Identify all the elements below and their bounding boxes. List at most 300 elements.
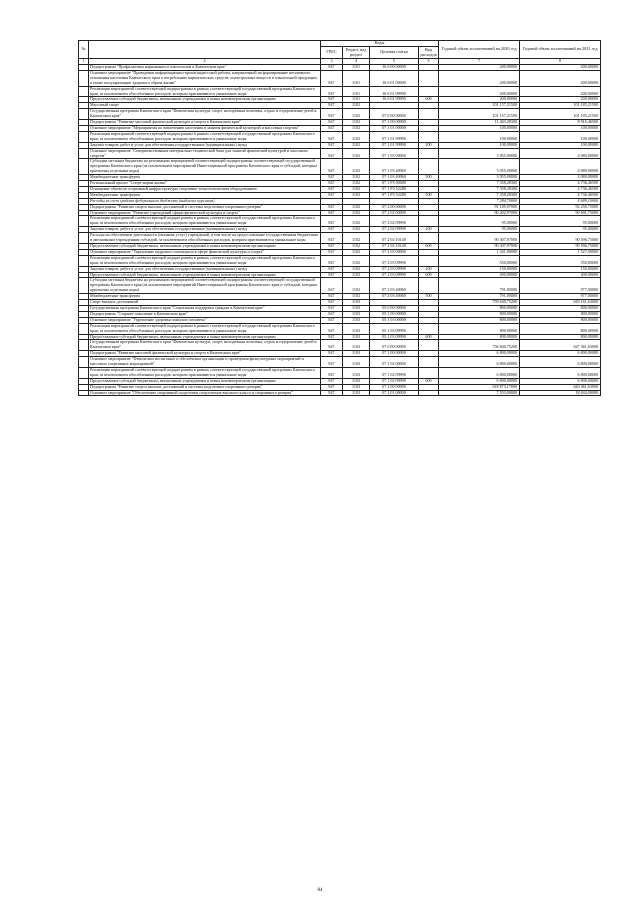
section-cell: 1102 bbox=[343, 142, 370, 148]
grbs-cell: 847 bbox=[321, 384, 343, 390]
expense-type-cell bbox=[419, 159, 439, 175]
amount-2021-cell: 977,00000 bbox=[520, 278, 601, 294]
section-cell: 1102 bbox=[343, 120, 370, 126]
section-cell: 1102 bbox=[343, 175, 370, 181]
table-row bbox=[79, 70, 601, 86]
amount-2021-cell: 977,00000 bbox=[520, 294, 601, 300]
target-article-cell: 07 1 02 09990 bbox=[370, 367, 419, 378]
expense-type-cell bbox=[419, 278, 439, 294]
amount-2020-cell: 200,00000 bbox=[439, 65, 520, 71]
document-page bbox=[78, 40, 600, 396]
amount-2020-cell: 1 341,00000 bbox=[439, 249, 520, 255]
target-article-cell: 07 1 02 09990 bbox=[370, 378, 419, 384]
amount-2021-cell: 101 185,21500 bbox=[520, 103, 601, 109]
section-cell: 1101 bbox=[343, 97, 370, 103]
table-row bbox=[79, 86, 601, 97]
amount-2020-cell: 800,00000 bbox=[439, 317, 520, 323]
grbs-cell: 847 bbox=[321, 233, 343, 244]
item-name-cell: Подпрограмма "Развитие массовой физической культуры и спорта в Камчатском крае" bbox=[89, 351, 321, 357]
item-name-cell: Расходы за счет средств федерального бюджета (выделено курсивом) bbox=[89, 198, 321, 204]
expense-type-cell: 600 bbox=[419, 97, 439, 103]
grbs-cell: 847 bbox=[321, 65, 343, 71]
table-row bbox=[79, 148, 601, 159]
item-name-cell: Предоставление субсидий бюджетным, автономным учреждениям и иным некоммерческим организациям bbox=[89, 334, 321, 340]
grbs-cell: 847 bbox=[321, 103, 343, 109]
table-row bbox=[79, 367, 601, 378]
amount-2021-cell: 100,00000 bbox=[520, 131, 601, 142]
amount-2021-cell: 6 800,00000 bbox=[520, 367, 601, 378]
section-cell: 1103 bbox=[343, 378, 370, 384]
column-number: 8 bbox=[520, 59, 601, 65]
header-section: Раздел, под раздел bbox=[343, 47, 370, 59]
table-row bbox=[79, 131, 601, 142]
amount-2021-cell: 4 736,46500 bbox=[520, 192, 601, 198]
table-row bbox=[79, 159, 601, 175]
grbs-cell: 847 bbox=[321, 357, 343, 368]
row-number-cell bbox=[79, 86, 89, 97]
grbs-cell: 847 bbox=[321, 131, 343, 142]
target-article-cell: 07 2 02 09990 bbox=[370, 216, 419, 227]
amount-2020-cell: 791,00000 bbox=[439, 278, 520, 294]
table-row bbox=[79, 216, 601, 227]
grbs-cell: 847 bbox=[321, 109, 343, 120]
target-article-cell: 05 1 03 00000 bbox=[370, 317, 419, 323]
section-cell: 1102 bbox=[343, 204, 370, 210]
amount-2020-cell: 200,00000 bbox=[439, 70, 520, 86]
amount-2020-cell: 90 307,97000 bbox=[439, 244, 520, 250]
item-name-cell: Региональный проект "Спорт-норма жизни" bbox=[89, 181, 321, 187]
target-article-cell: 07 1 03 40060 bbox=[370, 175, 419, 181]
header-vol2020: Годовой объем ассигнований на 2020 год bbox=[439, 41, 520, 59]
row-number-cell bbox=[79, 357, 89, 368]
amount-2021-cell: 400,00000 bbox=[520, 272, 601, 278]
amount-2020-cell: 100,00000 bbox=[439, 131, 520, 142]
amount-2021-cell: 1 527,00000 bbox=[520, 249, 601, 255]
expense-type-cell bbox=[419, 390, 439, 396]
amount-2020-cell: 618 873,17000 bbox=[439, 384, 520, 390]
item-name-cell: Государственная программа Камчатского края "Физическая культура, спорт, молодежная политика, отдых и оздоровление детей в Камчатском крае" bbox=[89, 340, 321, 351]
item-name-cell: Государственная программа Камчатского края "Физическая культура, спорт, молодежная политика, отдых и оздоровление детей в Камчатском крае" bbox=[89, 109, 321, 120]
grbs-cell: 847 bbox=[321, 300, 343, 306]
target-article-cell: 07 2 03 40060 bbox=[370, 278, 419, 294]
amount-2021-cell: 200,00000 bbox=[520, 86, 601, 97]
section-cell: 1102 bbox=[343, 181, 370, 187]
table-row bbox=[79, 278, 601, 294]
section-cell: 1102 bbox=[343, 255, 370, 266]
table-row bbox=[79, 233, 601, 244]
amount-2020-cell: 90 402,97000 bbox=[439, 210, 520, 216]
item-name-cell: Оснащение объектов спортивной инфраструктуры спортивно-технологическим оборудованием bbox=[89, 186, 321, 192]
item-name-cell: Закупка товаров, работ и услуг для обеспечения государственных (муниципальных) нужд bbox=[89, 227, 321, 233]
item-name-cell: Предоставление субсидий бюджетным, автономным учреждениям и иным некоммерческим организациям bbox=[89, 378, 321, 384]
grbs-cell: 847 bbox=[321, 378, 343, 384]
item-name-cell: Спорт высших достижений bbox=[89, 300, 321, 306]
item-name-cell: Предоставление субсидий бюджетным, автономным учреждениям и иным некоммерческим организациям bbox=[89, 97, 321, 103]
expense-type-cell bbox=[419, 323, 439, 334]
target-article-cell: 16 6 01 99990 bbox=[370, 97, 419, 103]
item-name-cell: Субсидии местным бюджетам на реализацию мероприятий соответствующей подпрограммы соответствующей государственной программы Камчатского края (за исключением мероприятий Инвестиционной программы Камчатского края и субсидий, которым присвоены отдельные коды) bbox=[89, 159, 321, 175]
table-row bbox=[79, 255, 601, 266]
section-cell: 1102 bbox=[343, 266, 370, 272]
target-article-cell: 05 1 03 09990 bbox=[370, 323, 419, 334]
item-name-cell: Предоставление субсидий бюджетным, автономным учреждениям и иным некоммерческим организациям bbox=[89, 272, 321, 278]
amount-2020-cell: 90 307,97000 bbox=[439, 233, 520, 244]
amount-2020-cell: 6 800,00000 bbox=[439, 357, 520, 368]
grbs-cell: 847 bbox=[321, 192, 343, 198]
item-name-cell: Основное мероприятие "Физическое воспитание и обеспечение организации и проведения физкультурных мероприятий и массовых спортивных мероприятий" bbox=[89, 357, 321, 368]
row-number-cell bbox=[79, 70, 89, 86]
column-number: 6 bbox=[419, 59, 439, 65]
section-cell: 1101 bbox=[343, 65, 370, 71]
amount-2021-cell: 92 258,75000 bbox=[520, 204, 601, 210]
target-article-cell: 07 2 00 00000 bbox=[370, 384, 419, 390]
grbs-cell: 847 bbox=[321, 227, 343, 233]
table-body bbox=[79, 65, 601, 396]
item-name-cell: Субсидии местным бюджетам на реализацию мероприятий соответствующей подпрограммы соответствующей государственной программы Камчатского края (за исключением мероприятий Инвестиционной программы Камчатского края и субсидий, которым присвоены отдельные коды) bbox=[89, 278, 321, 294]
grbs-cell: 847 bbox=[321, 311, 343, 317]
amount-2021-cell: 4 080,00000 bbox=[520, 159, 601, 175]
grbs-cell: 847 bbox=[321, 390, 343, 396]
amount-2021-cell: 200,00000 bbox=[520, 70, 601, 86]
amount-2020-cell: 7 358,28300 bbox=[439, 192, 520, 198]
target-article-cell: 05 1 03 09990 bbox=[370, 334, 419, 340]
expense-type-cell: 500 bbox=[419, 175, 439, 181]
item-name-cell: Реализация мероприятий соответствующей подпрограммы в рамках соответствующей государственной программы Камчатского края, за исключением обособленных расходов, которым присваиваются уникальные коды bbox=[89, 131, 321, 142]
row-number-cell bbox=[79, 340, 89, 351]
target-article-cell: 07 2 03 40060 bbox=[370, 294, 419, 300]
item-name-cell: Межбюджетные трансферты bbox=[89, 294, 321, 300]
amount-2021-cell: 627 361,63000 bbox=[520, 340, 601, 351]
grbs-cell: 847 bbox=[321, 249, 343, 255]
grbs-cell: 847 bbox=[321, 334, 343, 340]
amount-2021-cell: 95,00000 bbox=[520, 216, 601, 227]
amount-2020-cell: 11 463,28300 bbox=[439, 120, 520, 126]
grbs-cell: 847 bbox=[321, 272, 343, 278]
section-cell: 1103 bbox=[343, 323, 370, 334]
amount-2021-cell: 800,00000 bbox=[520, 305, 601, 311]
section-cell: 1103 bbox=[343, 351, 370, 357]
item-name-cell: Подпрограмма "Развитие спорта высших достижений и системы подготовки спортивного резерва" bbox=[89, 384, 321, 390]
table-row bbox=[79, 340, 601, 351]
section-cell: 1102 bbox=[343, 192, 370, 198]
item-name-cell: Реализация мероприятий соответствующей подпрограммы в рамках соответствующей государственной программы Камчатского края, за исключением обособленных расходов, которым присваиваются уникальные коды bbox=[89, 255, 321, 266]
header-name bbox=[89, 41, 321, 59]
amount-2020-cell: 3 955,00000 bbox=[439, 159, 520, 175]
amount-2020-cell: 550,00000 bbox=[439, 255, 520, 266]
grbs-cell: 847 bbox=[321, 278, 343, 294]
column-number: 7 bbox=[439, 59, 520, 65]
section-cell: 1102 bbox=[343, 186, 370, 192]
grbs-cell: 847 bbox=[321, 266, 343, 272]
grbs-cell: 847 bbox=[321, 70, 343, 86]
section-cell: 1101 bbox=[343, 86, 370, 97]
section-cell: 1102 bbox=[343, 125, 370, 131]
row-number-cell bbox=[79, 159, 89, 175]
row-number-cell bbox=[79, 233, 89, 244]
amount-2021-cell: 8 916,46500 bbox=[520, 120, 601, 126]
target-article-cell: 07 2 02 00000 bbox=[370, 210, 419, 216]
section-cell: 1103 bbox=[343, 340, 370, 351]
row-number-cell bbox=[79, 390, 89, 396]
expense-type-cell: 500 bbox=[419, 192, 439, 198]
amount-2020-cell: 95,00000 bbox=[439, 227, 520, 233]
item-name-cell: Подпрограмма "Старшее поколение в Камчатском крае" bbox=[89, 311, 321, 317]
target-article-cell: 16 6 00 00000 bbox=[370, 65, 419, 71]
expense-type-cell: 600 bbox=[419, 334, 439, 340]
grbs-cell: 847 bbox=[321, 120, 343, 126]
item-name-cell: Предоставление субсидий бюджетным, автономным учреждениям и иным некоммерческим организациям bbox=[89, 244, 321, 250]
amount-2020-cell: 101 157,21500 bbox=[439, 109, 520, 120]
item-name-cell: Основное мероприятие "Обеспечение спортивной подготовки спортсменов высокого класса и спортивного резерва" bbox=[89, 390, 321, 396]
expense-type-cell: 600 bbox=[419, 272, 439, 278]
grbs-cell: 847 bbox=[321, 340, 343, 351]
target-article-cell: 07 0 00 00000 bbox=[370, 109, 419, 120]
amount-2020-cell: 3 955,00000 bbox=[439, 175, 520, 181]
grbs-cell: 847 bbox=[321, 210, 343, 216]
amount-2020-cell: 7 284,70000 bbox=[439, 198, 520, 204]
item-name-cell: Реализация мероприятий соответствующей подпрограммы в рамках соответствующей государственной программы Камчатского края, за исключением обособленных расходов, которым присваиваются уникальные коды bbox=[89, 323, 321, 334]
amount-2021-cell: 150,00000 bbox=[520, 266, 601, 272]
expense-type-cell bbox=[419, 340, 439, 351]
row-number-cell bbox=[79, 278, 89, 294]
grbs-cell: 847 bbox=[321, 148, 343, 159]
section-cell: 1102 bbox=[343, 278, 370, 294]
target-article-cell: 07 2 02 10140 bbox=[370, 244, 419, 250]
grbs-cell: 847 bbox=[321, 86, 343, 97]
target-article-cell: 07 1 01 00000 bbox=[370, 125, 419, 131]
amount-2020-cell: 101 157,21500 bbox=[439, 103, 520, 109]
amount-2021-cell: 620 461,63000 bbox=[520, 384, 601, 390]
header-vid: Вид расходов bbox=[420, 46, 437, 57]
column-number: 3 bbox=[321, 59, 343, 65]
grbs-cell: 847 bbox=[321, 323, 343, 334]
amount-2021-cell: 90 596,75000 bbox=[520, 244, 601, 250]
target-article-cell: 07 1 P5 52280 bbox=[370, 186, 419, 192]
amount-2021-cell: 90 596,75000 bbox=[520, 233, 601, 244]
section-cell: 1102 bbox=[343, 216, 370, 227]
amount-2021-cell: 4 080,00000 bbox=[520, 148, 601, 159]
amount-2021-cell: 550,00000 bbox=[520, 255, 601, 266]
amount-2020-cell: 150,00000 bbox=[439, 266, 520, 272]
target-article-cell: 07 1 P5 52280 bbox=[370, 192, 419, 198]
row-number-cell bbox=[79, 255, 89, 266]
table-row bbox=[79, 323, 601, 334]
grbs-cell: 847 bbox=[321, 181, 343, 187]
section-cell: 1102 bbox=[343, 131, 370, 142]
amount-2021-cell: 100,00000 bbox=[520, 125, 601, 131]
amount-2021-cell: 800,00000 bbox=[520, 334, 601, 340]
item-name-cell: Основное мероприятие "Мероприятия по вовлечению населения в занятия физической культурой и массовым спортом" bbox=[89, 125, 321, 131]
amount-2020-cell: 3 955,00000 bbox=[439, 148, 520, 159]
row-number-cell bbox=[79, 148, 89, 159]
section-cell: 1102 bbox=[343, 109, 370, 120]
target-article-cell: 07 1 01 99990 bbox=[370, 142, 419, 148]
amount-2021-cell: 4 689,10000 bbox=[520, 198, 601, 204]
section-cell: 1102 bbox=[343, 159, 370, 175]
column-number: 2 bbox=[89, 59, 321, 65]
target-article-cell: 07 2 03 09990 bbox=[370, 255, 419, 266]
row-number-cell bbox=[79, 109, 89, 120]
section-cell: 1103 bbox=[343, 390, 370, 396]
amount-2020-cell: 800,00000 bbox=[439, 323, 520, 334]
target-article-cell: 07 2 03 09990 bbox=[370, 266, 419, 272]
grbs-cell: 847 bbox=[321, 317, 343, 323]
target-article-cell: 05 0 00 00000 bbox=[370, 305, 419, 311]
item-name-cell: Закупка товаров, работ и услуг для обеспечения государственных (муниципальных) нужд bbox=[89, 266, 321, 272]
expense-type-cell bbox=[419, 367, 439, 378]
header-target: Целевая статья bbox=[370, 47, 419, 59]
grbs-cell: 847 bbox=[321, 216, 343, 227]
item-name-cell: Реализация мероприятий соответствующей подпрограммы в рамках соответствующей государственной программы Камчатского края, за исключением обособленных расходов, которым присваиваются уникальные коды bbox=[89, 216, 321, 227]
row-number-cell bbox=[79, 216, 89, 227]
target-article-cell: 07 2 03 00000 bbox=[370, 249, 419, 255]
expense-type-cell bbox=[419, 86, 439, 97]
amount-2020-cell: 7 358,28300 bbox=[439, 186, 520, 192]
table-row bbox=[79, 357, 601, 368]
expense-type-cell: 200 bbox=[419, 227, 439, 233]
target-article-cell: 07 1 01 99990 bbox=[370, 131, 419, 142]
target-article-cell: 07 1 03 00000 bbox=[370, 148, 419, 159]
target-article-cell: 07 2 00 00000 bbox=[370, 204, 419, 210]
target-article-cell: 16 6 01 00000 bbox=[370, 70, 419, 86]
item-name-cell: Закупка товаров, работ и услуг для обеспечения государственных (муниципальных) нужд bbox=[89, 142, 321, 148]
amount-2020-cell: 6 800,00000 bbox=[439, 351, 520, 357]
header-codes: Коды bbox=[321, 41, 439, 47]
page-number: 84 bbox=[317, 888, 323, 893]
target-article-cell: 16 6 01 99990 bbox=[370, 86, 419, 97]
item-name-cell: Подпрограмма "Профилактика наркомании и алкоголизма в Камчатском крае" bbox=[89, 65, 321, 71]
amount-2021-cell: 200,00000 bbox=[520, 65, 601, 71]
item-name-cell: Реализация мероприятий соответствующей подпрограммы в рамках соответствующей государственной программы Камчатского края, за исключением обособленных расходов, которым присваиваются уникальные коды bbox=[89, 86, 321, 97]
expense-type-cell bbox=[419, 148, 439, 159]
section-cell: 1103 bbox=[343, 311, 370, 317]
amount-2020-cell: 800,00000 bbox=[439, 334, 520, 340]
amount-2021-cell: 18 844,00000 bbox=[520, 390, 601, 396]
row-number-cell bbox=[79, 131, 89, 142]
expense-type-cell: 500 bbox=[419, 294, 439, 300]
row-number-cell bbox=[79, 367, 89, 378]
amount-2021-cell: 4 736,46500 bbox=[520, 186, 601, 192]
table-row bbox=[79, 109, 601, 120]
section-cell: 1102 bbox=[343, 272, 370, 278]
item-name-cell: Основное мероприятие "Укрепление кадрового потенциала в сфере физической культуры и спорта" bbox=[89, 249, 321, 255]
target-article-cell: 07 2 02 10140 bbox=[370, 233, 419, 244]
column-number: 5 bbox=[370, 59, 419, 65]
amount-2020-cell: 800,00000 bbox=[439, 305, 520, 311]
grbs-cell: 847 bbox=[321, 142, 343, 148]
amount-2021-cell: 6 800,00000 bbox=[520, 357, 601, 368]
amount-2020-cell: 100,00000 bbox=[439, 125, 520, 131]
target-article-cell: 07 1 02 00000 bbox=[370, 357, 419, 368]
expense-type-cell bbox=[419, 357, 439, 368]
grbs-cell: 847 bbox=[321, 97, 343, 103]
expense-type-cell bbox=[419, 216, 439, 227]
section-cell: 1102 bbox=[343, 210, 370, 216]
grbs-cell: 847 bbox=[321, 367, 343, 378]
budget-table bbox=[78, 40, 601, 396]
item-name-cell: Расходы на обеспечение деятельности (оказание услуг) учреждений, в том числе на предоставление государственным бюджетным и автономным учреждениям субсидий, за исключением обособленных расходов, которым присваиваются уникальные коды bbox=[89, 233, 321, 244]
amount-2021-cell: 800,00000 bbox=[520, 317, 601, 323]
item-name-cell: Основное мероприятие "Проведение информационно-пропагандистской работы, направленной на формирование негативного отношения населения Камчатского края к потреблению наркотических средств, психотропных веществ и алкогольной продукции, а также популяризацию здорового образа жизни" bbox=[89, 70, 321, 86]
grbs-cell: 847 bbox=[321, 351, 343, 357]
item-name-cell: Основное мероприятие "Совершенствование материально-технической базы для занятий физической культурой и массовым спортом" bbox=[89, 148, 321, 159]
section-cell: 1102 bbox=[343, 227, 370, 233]
amount-2020-cell: 791,00000 bbox=[439, 294, 520, 300]
section-cell: 1103 bbox=[343, 384, 370, 390]
amount-2021-cell: 101 185,21500 bbox=[520, 109, 601, 120]
expense-type-cell: 200 bbox=[419, 266, 439, 272]
amount-2021-cell: 800,00000 bbox=[520, 323, 601, 334]
table-row bbox=[79, 390, 601, 396]
item-name-cell: Межбюджетные трансферты bbox=[89, 175, 321, 181]
amount-2020-cell: 200,00000 bbox=[439, 97, 520, 103]
amount-2020-cell: 400,00000 bbox=[439, 272, 520, 278]
grbs-cell: 847 bbox=[321, 294, 343, 300]
section-cell: 1101 bbox=[343, 70, 370, 86]
expense-type-cell bbox=[419, 70, 439, 86]
amount-2021-cell: 95,00000 bbox=[520, 227, 601, 233]
expense-type-cell: 200 bbox=[419, 142, 439, 148]
item-name-cell: Основное мероприятие "Развитие учреждений сферы физической культуры и спорта" bbox=[89, 210, 321, 216]
column-number: 1 bbox=[79, 59, 89, 65]
section-cell: 1102 bbox=[343, 148, 370, 159]
amount-2020-cell: 6 800,00000 bbox=[439, 378, 520, 384]
section-cell: 1103 bbox=[343, 305, 370, 311]
amount-2020-cell: 100,00000 bbox=[439, 142, 520, 148]
amount-2020-cell: 7 553,00000 bbox=[439, 390, 520, 396]
amount-2020-cell: 91 185,97000 bbox=[439, 204, 520, 210]
amount-2021-cell: 200,00000 bbox=[520, 97, 601, 103]
column-number: 4 bbox=[343, 59, 370, 65]
grbs-cell: 847 bbox=[321, 125, 343, 131]
expense-type-cell bbox=[419, 131, 439, 142]
amount-2021-cell: 6 800,00000 bbox=[520, 351, 601, 357]
expense-type-cell bbox=[419, 233, 439, 244]
item-name-cell: Подпрограмма "Развитие спорта высших достижений и системы подготовки спортивного резерва" bbox=[89, 204, 321, 210]
grbs-cell: 847 bbox=[321, 186, 343, 192]
grbs-cell: 847 bbox=[321, 175, 343, 181]
grbs-cell: 847 bbox=[321, 159, 343, 175]
target-article-cell: 07 2 02 09990 bbox=[370, 227, 419, 233]
row-number-cell bbox=[79, 323, 89, 334]
amount-2020-cell: 800,00000 bbox=[439, 311, 520, 317]
item-name-cell: Подпрограмма "Развитие массовой физической культуры и спорта в Камчатском крае" bbox=[89, 120, 321, 126]
section-cell: 1103 bbox=[343, 317, 370, 323]
header-vol2021: Годовой объем ассигнований на 2021 год bbox=[520, 41, 601, 59]
grbs-cell: 847 bbox=[321, 244, 343, 250]
amount-2020-cell: 6 800,00000 bbox=[439, 367, 520, 378]
header-grbs: ГРБС bbox=[321, 47, 343, 59]
item-name-cell: Государственная программа Камчатского края "Социальная поддержка граждан в Камчатском крае" bbox=[89, 305, 321, 311]
amount-2021-cell: 4 736,46500 bbox=[520, 181, 601, 187]
amount-2021-cell: 629 161,63000 bbox=[520, 300, 601, 306]
expense-type-cell bbox=[419, 109, 439, 120]
item-name-cell: Реализация мероприятий соответствующей подпрограммы в рамках соответствующей государственной программы Камчатского края, за исключением обособленных расходов, которым присваиваются уникальные коды bbox=[89, 367, 321, 378]
section-cell: 1103 bbox=[343, 300, 370, 306]
expense-type-cell: 600 bbox=[419, 378, 439, 384]
item-name-cell: Массовый спорт bbox=[89, 103, 321, 109]
target-article-cell: 07 0 00 00000 bbox=[370, 340, 419, 351]
amount-2021-cell: 6 800,00000 bbox=[520, 378, 601, 384]
expense-type-cell bbox=[419, 255, 439, 266]
target-article-cell: 07 2 03 09990 bbox=[370, 272, 419, 278]
section-cell: 1103 bbox=[343, 367, 370, 378]
section-cell: 1102 bbox=[343, 233, 370, 244]
target-article-cell: 07 2 01 00000 bbox=[370, 390, 419, 396]
expense-type-cell: 600 bbox=[419, 244, 439, 250]
section-cell: 1102 bbox=[343, 244, 370, 250]
grbs-cell: 847 bbox=[321, 305, 343, 311]
